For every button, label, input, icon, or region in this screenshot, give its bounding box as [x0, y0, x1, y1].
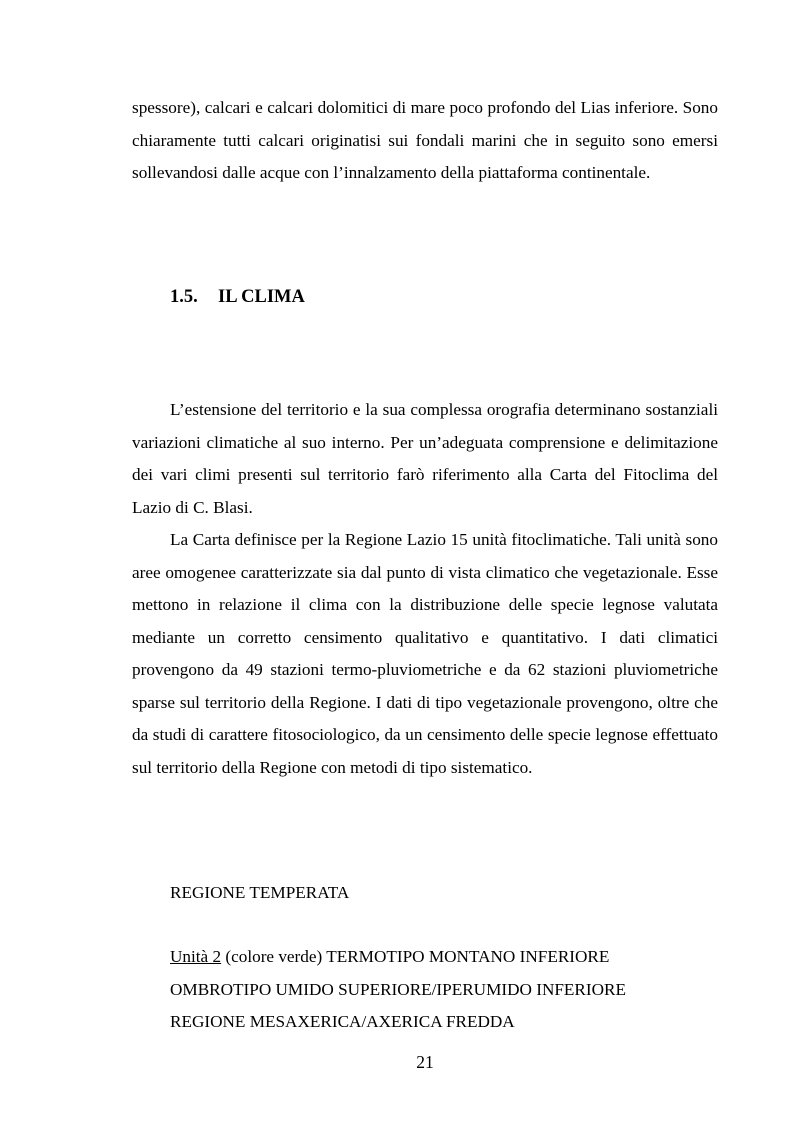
section-heading — [170, 287, 305, 308]
page-number: 21 — [416, 1052, 434, 1072]
continuation-text-block — [132, 92, 718, 190]
body-paragraph: La Carta definisce per la Regione Lazio 15 unità fitoclimatiche. Tali unità sono aree omogenee caratterizzate sia dal punto di vista climatico che vegetazionale. Esse mettono in relazione il clima con la distribuzione delle specie legnose valutata mediante un corretto censimento qualitativo e quantitativo. I dati climatici provengono da 49 stazioni termo-pluviometriche e da 62 stazioni pluviometriche sparse sul territorio della Regione. I dati di tipo vegetazionale provengono, oltre che da studi di carattere fitosociologico, da un censimento delle specie legnose effettuato sul territorio della Regione con metodi di tipo sistematico. — [132, 530, 718, 777]
unit-region: REGIONE MESAXERICA/AXERICA FREDDA — [170, 1012, 515, 1031]
body-text-block — [132, 394, 718, 784]
section-number: 1.5. — [170, 287, 198, 307]
unit-thermotype: TERMOTIPO MONTANO INFERIORE — [326, 947, 610, 966]
region-heading: REGIONE TEMPERATA — [170, 883, 350, 902]
continuation-paragraph: spessore), calcari e calcari dolomitici di mare poco profondo del Lias inferiore. Sono chiaramente tutti calcari originatisi sui fondali marini che in seguito sono emersi sollevandosi dalle acque con l’innalzamento della piattaforma continentale. — [132, 98, 718, 182]
unit-color-note: (colore verde) — [221, 947, 327, 966]
unit-label: Unità 2 — [170, 947, 222, 966]
body-paragraph: L’estensione del territorio e la sua complessa orografia determinano sostanziali variazioni climatiche al suo interno. Per un’adeguata comprensione e delimitazione dei vari climi presenti sul territorio farò riferimento alla Carta del Fitoclima del Lazio di C. Blasi. — [132, 400, 718, 517]
unit-ombrotype: OMBROTIPO UMIDO SUPERIORE/IPERUMIDO INFERIORE — [170, 980, 626, 999]
section-title: IL CLIMA — [218, 287, 305, 307]
unit-line-1 — [170, 946, 609, 968]
